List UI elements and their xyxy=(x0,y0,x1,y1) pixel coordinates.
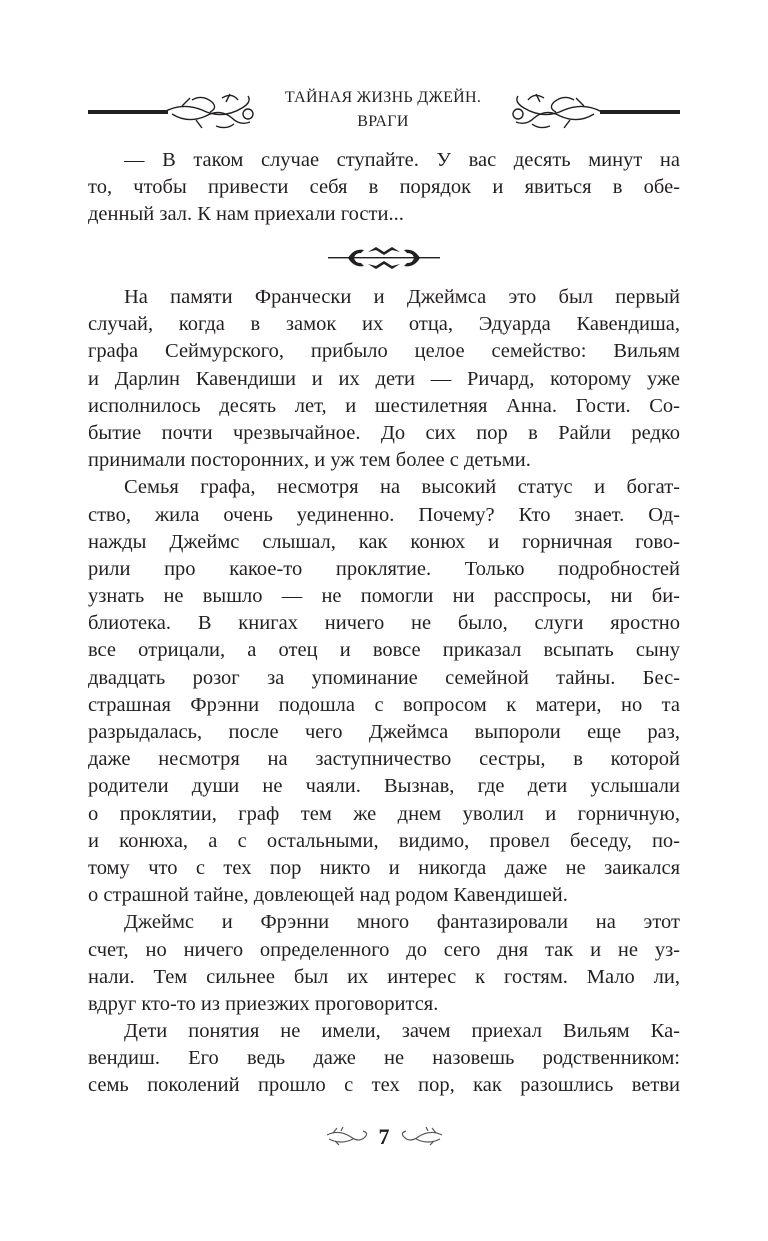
text-line: исполнилось десять лет, и шестилетняя Анна. Гости. Со- xyxy=(88,394,680,417)
text-line: и конюха, а с остальными, видимо, провел беседу, по- xyxy=(88,829,680,852)
header-ornament-left-icon xyxy=(162,92,258,132)
text-line: графа Сеймурского, прибыло целое семейство: Вильям xyxy=(88,340,680,363)
text-line: Дети понятия не имели, зачем приехал Вильям Ка- xyxy=(124,1020,680,1043)
page-footer xyxy=(0,1124,768,1150)
text-line: страшная Фрэнни подошла с вопросом к матери, но та xyxy=(88,693,680,716)
text-line: счет, но ничего определенного до сего дня так и не уз- xyxy=(88,938,680,961)
text-line: о страшной тайне, довлеющей над родом Кавендишей. xyxy=(88,884,568,907)
text-line: бытие почти чрезвычайное. До сих пор в Райли редко xyxy=(88,421,680,444)
opening-dialogue-paragraph xyxy=(88,147,680,229)
text-line: Семья графа, несмотря на высокий статус и богат- xyxy=(124,476,680,499)
text-line: ство, жила очень уединенно. Почему? Кто знает. Од- xyxy=(88,503,680,526)
header-rule-left xyxy=(88,110,168,114)
text-line: случай, когда в замок их отца, Эдуарда Кавендиша, xyxy=(88,313,680,336)
text-line: то, чтобы привести себя в порядок и явиться в обе- xyxy=(88,176,680,199)
text-line: семь поколений прошло с тех пор, как разошлись ветви xyxy=(88,1074,680,1097)
section-break-ornament-icon xyxy=(328,244,440,272)
text-line: тому что с тех пор никто и никогда даже не заикался xyxy=(88,856,680,879)
text-line: На памяти Франчески и Джеймса это был первый xyxy=(124,286,680,308)
text-line: родители души не чаяли. Вызнав, где дети услышали xyxy=(88,775,680,798)
header-rule-right xyxy=(600,110,680,114)
text-line: вдруг кто-то из приезжих проговорится. xyxy=(88,992,439,1015)
text-line: денный зал. К нам приехали гости... xyxy=(88,203,404,226)
text-line: двадцать розог за упоминание семейной тайны. Бес- xyxy=(88,666,680,689)
text-line: о проклятии, граф тем же днем уволил и горничную, xyxy=(88,802,680,825)
text-line: нали. Тем сильнее был их интерес к гостям. Мало ли, xyxy=(88,965,680,988)
page-number: 7 xyxy=(378,1124,390,1149)
text-line: разрыдалась, после чего Джеймса выпороли еще раз, xyxy=(88,721,680,743)
header-title-line2: ВРАГИ xyxy=(357,113,409,130)
text-line: Джеймс и Фрэнни много фантазировали на этот xyxy=(124,911,680,934)
running-header-title xyxy=(250,86,516,134)
text-line: принимали посторонних, и уж тем более с детьми. xyxy=(88,449,531,472)
text-line: узнать не вышло — не помогли ни расспросы, ни би- xyxy=(88,585,680,608)
text-line: даже несмотря на заступничество сестры, в которой xyxy=(88,748,680,771)
text-line: все отрицали, а отец и вовсе приказал всыпать сыну xyxy=(88,639,680,662)
footer-ornament-left-icon xyxy=(325,1127,371,1147)
header-ornament-right-icon xyxy=(508,92,604,132)
main-text xyxy=(88,284,680,1100)
text-line: блиотека. В книгах ничего не было, слуги яростно xyxy=(88,612,680,635)
text-line: нажды Джеймс слышал, как конюх и горничная гово- xyxy=(88,530,680,553)
text-line: рили про какое-то проклятие. Только подробностей xyxy=(88,557,680,580)
text-line: и Дарлин Кавендиши и их дети — Ричард, которому уже xyxy=(88,367,680,390)
text-line: вендиш. Его ведь даже не назовешь родственником: xyxy=(88,1047,680,1070)
text-line: — В таком случае ступайте. У вас десять минут на xyxy=(124,149,680,171)
header-title-line1: ТАЙНАЯ ЖИЗНЬ ДЖЕЙН. xyxy=(284,89,482,106)
footer-ornament-right-icon xyxy=(398,1127,444,1147)
